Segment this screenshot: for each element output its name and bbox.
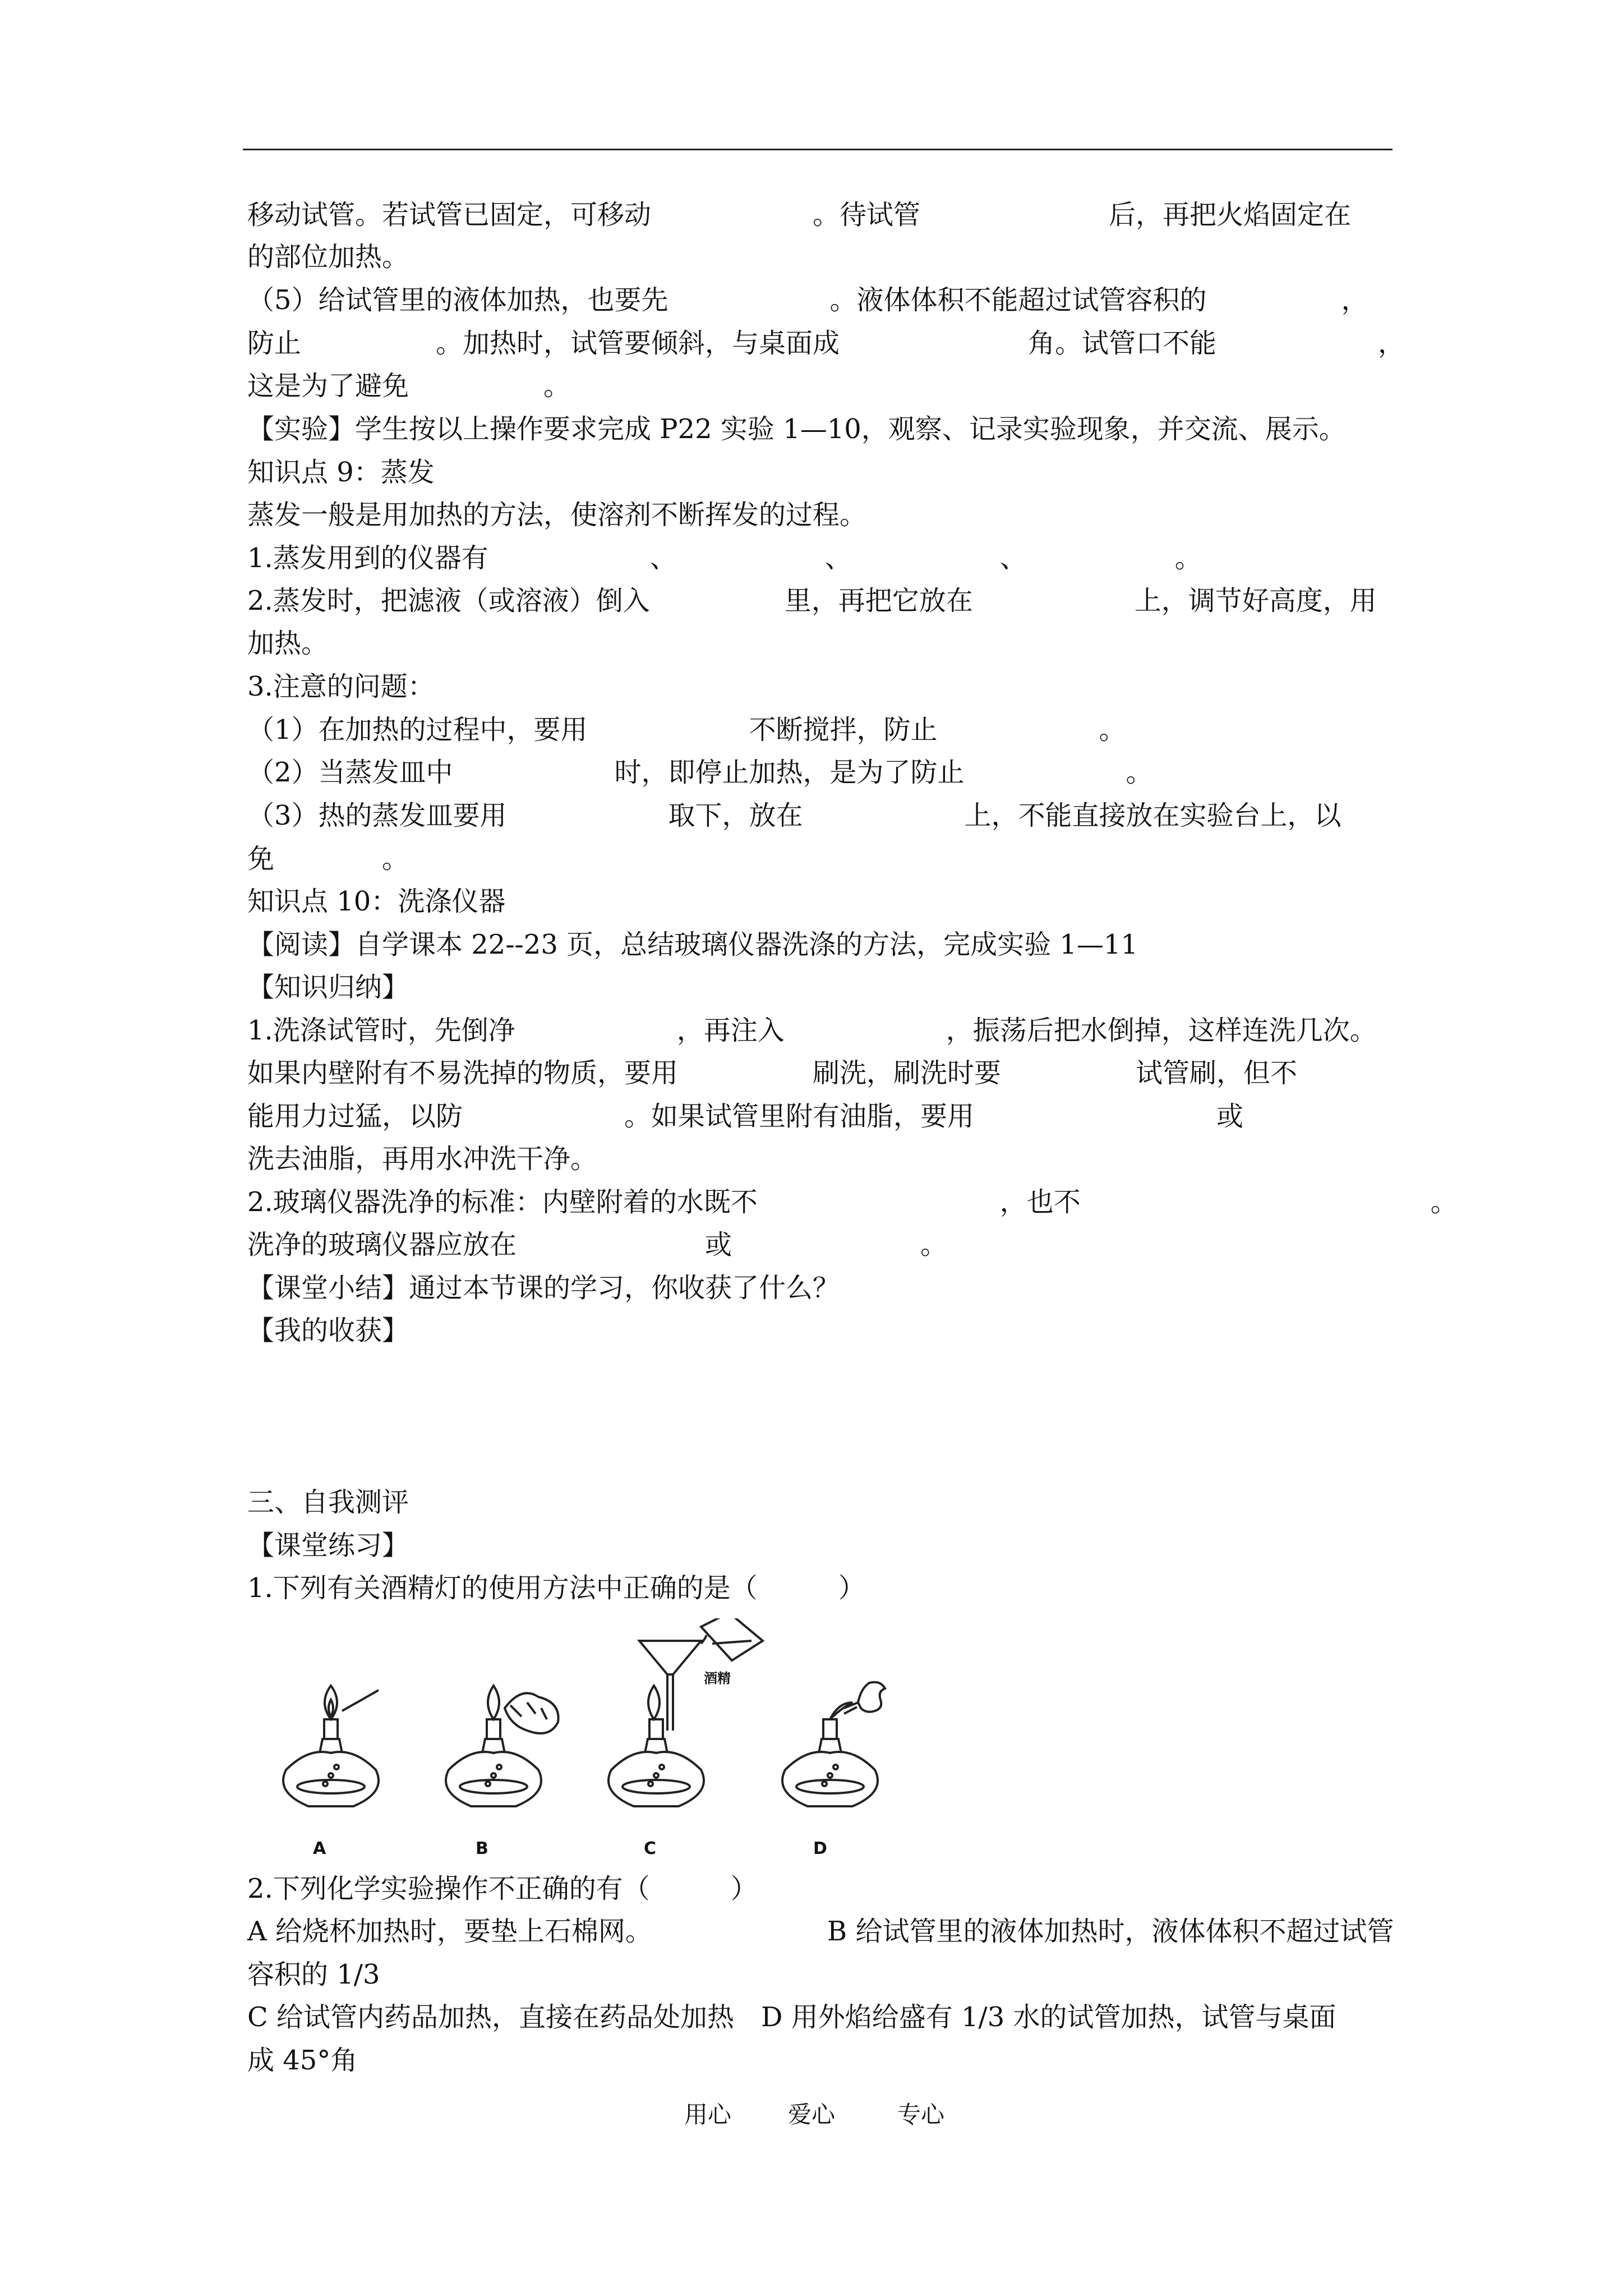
text-line: （5）给试管里的液体加热，也要先 。液体体积不能超过试管容积的 ， bbox=[247, 284, 1368, 316]
text-line: 洗去油脂，再用水冲洗干净。 bbox=[247, 1143, 598, 1175]
text-line: 移动试管。若试管已固定，可移动 。待试管 后，再把火焰固定在 bbox=[247, 199, 1352, 231]
lamp-d-illustration bbox=[782, 1682, 885, 1806]
section-heading: 三、自我测评 bbox=[247, 1487, 409, 1518]
text-line: 免 。 bbox=[247, 843, 409, 875]
section-heading: 知识点 9：蒸发 bbox=[247, 457, 435, 488]
bottle-label: 酒精 bbox=[704, 1671, 731, 1686]
text-line: （3）热的蒸发皿要用 取下，放在 上，不能直接放在实验台上，以 bbox=[247, 800, 1341, 831]
text-line: 【实验】学生按以上操作要求完成 P22 实验 1—10，观察、记录实验现象，并交流、展示。 bbox=[247, 413, 1346, 445]
text-line: 3.注意的问题： bbox=[247, 671, 435, 702]
text-line: 2.玻璃仪器洗净的标准：内壁附着的水既不 ，也不 。 bbox=[247, 1186, 1458, 1218]
option-label-b: B bbox=[476, 1839, 488, 1858]
text-line: （1）在加热的过程中，要用 不断搅拌，防止 。 bbox=[247, 714, 1126, 746]
text-line: 【课堂练习】 bbox=[247, 1530, 409, 1561]
option-line: C 给试管内药品加热，直接在药品处加热 D 用外焰给盛有 1/3 水的试管加热，试管与桌面 bbox=[247, 2001, 1336, 2033]
text-line: 1.蒸发用到的仪器有 、 、 、 。 bbox=[247, 542, 1202, 574]
question-2: 2.下列化学实验操作不正确的有（ ） bbox=[247, 1873, 758, 1904]
option-line: A 给烧杯加热时，要垫上石棉网。 B 给试管里的液体加热时，液体体积不超过试管 bbox=[247, 1916, 1394, 1947]
lamp-b-illustration bbox=[446, 1686, 559, 1806]
footer-text: 爱心 bbox=[788, 2101, 836, 2128]
text-line: 蒸发一般是用加热的方法，使溶剂不断挥发的过程。 bbox=[247, 499, 867, 531]
text-line: 【我的收获】 bbox=[247, 1315, 409, 1346]
lamp-c-illustration bbox=[608, 1618, 763, 1806]
text-line: 【阅读】自学课本 22--23 页，总结玻璃仪器洗涤的方法，完成实验 1—11 bbox=[247, 929, 1138, 960]
text-line: 的部位加热。 bbox=[247, 241, 409, 273]
header-rule bbox=[243, 149, 1393, 150]
option-label-c: C bbox=[644, 1839, 657, 1858]
option-label-a: A bbox=[313, 1839, 326, 1858]
text-line: 洗净的玻璃仪器应放在 或 。 bbox=[247, 1229, 948, 1260]
text-line: （2）当蒸发皿中 时，即停止加热，是为了防止 。 bbox=[247, 757, 1153, 788]
footer-text: 用心 bbox=[684, 2101, 732, 2128]
text-line: 2.蒸发时，把滤液（或溶液）倒入 里，再把它放在 上，调节好高度，用 bbox=[247, 585, 1377, 616]
text-line: 1.洗涤试管时，先倒净 ，再注入 ，振荡后把水倒掉，这样连洗几次。 bbox=[247, 1015, 1377, 1046]
text-line: 如果内壁附有不易洗掉的物质，要用 刷洗，刷洗时要 试管刷，但不 bbox=[247, 1057, 1298, 1089]
option-line: 容积的 1/3 bbox=[247, 1959, 380, 1990]
option-label-d: D bbox=[813, 1839, 827, 1858]
text-line: 【课堂小结】通过本节课的学习，你收获了什么？ bbox=[247, 1272, 840, 1304]
question-1: 1.下列有关酒精灯的使用方法中正确的是（ ） bbox=[247, 1572, 865, 1604]
option-line: 成 45°角 bbox=[247, 2045, 358, 2076]
lamp-a-illustration bbox=[283, 1686, 379, 1806]
footer-text: 专心 bbox=[897, 2101, 945, 2128]
alcohol-lamp-figure bbox=[258, 1618, 993, 1876]
text-line: 这是为了避免 。 bbox=[247, 370, 571, 402]
text-line: 防止 。加热时，试管要倾斜，与桌面成 角。试管口不能 ， bbox=[247, 328, 1405, 359]
section-heading: 知识点 10：洗涤仪器 bbox=[247, 886, 506, 917]
text-line: 【知识归纳】 bbox=[247, 972, 409, 1003]
text-line: 加热。 bbox=[247, 628, 329, 659]
text-line: 能用力过猛，以防 。如果试管里附有油脂，要用 或 bbox=[247, 1101, 1244, 1132]
